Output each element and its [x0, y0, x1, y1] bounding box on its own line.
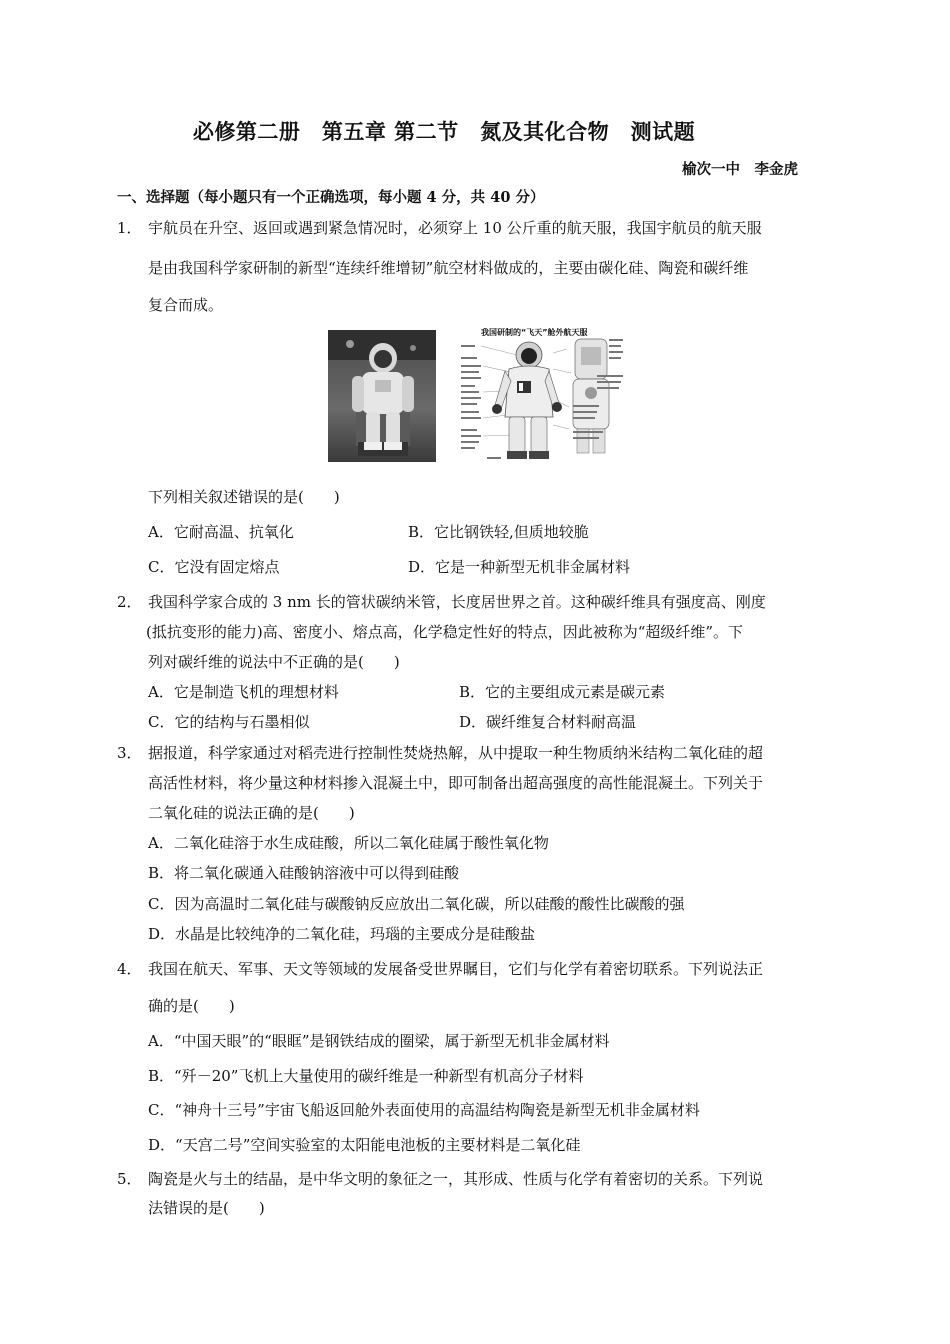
author-line: 榆次一中 李金虎 — [682, 161, 798, 178]
question-text-line: 我国科学家合成的 3 nm 长的管状碳纳米管，长度居世界之首。这种碳纤维具有强度高、刚度 — [148, 593, 766, 611]
option-c: C．“神舟十三号”宇宙飞船返回舱外表面使用的高温结构陶瓷是新型无机非金属材料 — [148, 1101, 700, 1119]
question-text-line: 确的是( ) — [148, 997, 235, 1015]
option-c: C．它没有固定熔点 — [148, 558, 280, 576]
option-c: C．因为高温时二氧化硅与碳酸钠反应放出二氧化碳，所以硅酸的酸性比碳酸的强 — [148, 895, 685, 913]
question-text-line: (抵抗变形的能力)高、密度小、熔点高，化学稳定性好的特点，因此被称为“超级纤维”。下 — [146, 623, 744, 641]
page-title: 必修第二册 第五章 第二节 氮及其化合物 测试题 — [192, 119, 696, 144]
option-d: D．它是一种新型无机非金属材料 — [408, 558, 631, 576]
question-text-line: 高活性材料，将少量这种材料掺入混凝土中，即可制备出超高强度的高性能混凝土。下列关于 — [148, 774, 764, 792]
option-b: B．“歼－20”飞机上大量使用的碳纤维是一种新型有机高分子材料 — [148, 1067, 584, 1085]
question-text-line: 复合而成。 — [148, 296, 224, 314]
diagram-title: 我国研制的“飞天”舱外航天服 — [481, 328, 588, 337]
option-d: D．“天宫二号”空间实验室的太阳能电池板的主要材料是二氧化硅 — [148, 1136, 581, 1154]
question-text-line: 列对碳纤维的说法中不正确的是( ) — [148, 653, 400, 671]
option-b: B．它比钢铁轻,但质地较脆 — [408, 523, 589, 541]
option-d: D．碳纤维复合材料耐高温 — [459, 713, 637, 731]
question-prompt: 下列相关叙述错误的是( ) — [148, 488, 340, 506]
option-b: B．将二氧化碳通入硅酸钠溶液中可以得到硅酸 — [148, 864, 460, 882]
question-text-line: 据报道，科学家通过对稻壳进行控制性焚烧热解，从中提取一种生物质纳米结构二氧化硅的超 — [148, 744, 764, 762]
question-number: 1． — [117, 219, 142, 237]
question-text-line: 是由我国科学家研制的新型“连续纤维增韧”航空材料做成的，主要由碳化硅、陶瓷和碳纤维 — [148, 259, 749, 277]
question-text-line: 陶瓷是火与土的结晶，是中华文明的象征之一，其形成、性质与化学有着密切的关系。下列说 — [148, 1170, 764, 1188]
option-a: A．二氧化硅溶于水生成硅酸，所以二氧化硅属于酸性氧化物 — [148, 834, 549, 852]
question-text-line: 法错误的是( ) — [148, 1199, 265, 1217]
option-d: D．水晶是比较纯净的二氧化硅，玛瑙的主要成分是硅酸盐 — [148, 925, 536, 943]
option-a: A．它耐高温、抗氧化 — [148, 523, 294, 541]
question-number: 3． — [117, 744, 142, 762]
option-a: A．“中国天眼”的“眼眶”是钢铁结成的圈梁，属于新型无机非金属材料 — [148, 1032, 610, 1050]
question-text-line: 宇航员在升空、返回或遇到紧急情况时，必须穿上 10 公斤重的航天服，我国宇航员的航天服 — [148, 219, 762, 237]
question-number: 2． — [117, 593, 142, 611]
option-c: C．它的结构与石墨相似 — [148, 713, 310, 731]
question-number: 4． — [117, 960, 142, 978]
option-b: B．它的主要组成元素是碳元素 — [459, 683, 666, 701]
section-heading: 一、选择题（每小题只有一个正确选项，每小题 4 分，共 40 分） — [117, 189, 545, 206]
astronaut-photo — [328, 330, 436, 462]
option-a: A．它是制造飞机的理想材料 — [148, 683, 339, 701]
question-number: 5． — [117, 1170, 142, 1188]
question-text-line: 我国在航天、军事、天文等领域的发展备受世界瞩目，它们与化学有着密切联系。下列说法正 — [148, 960, 764, 978]
spacesuit-diagram — [457, 325, 627, 465]
question-text-line: 二氧化硅的说法正确的是( ) — [148, 804, 355, 822]
